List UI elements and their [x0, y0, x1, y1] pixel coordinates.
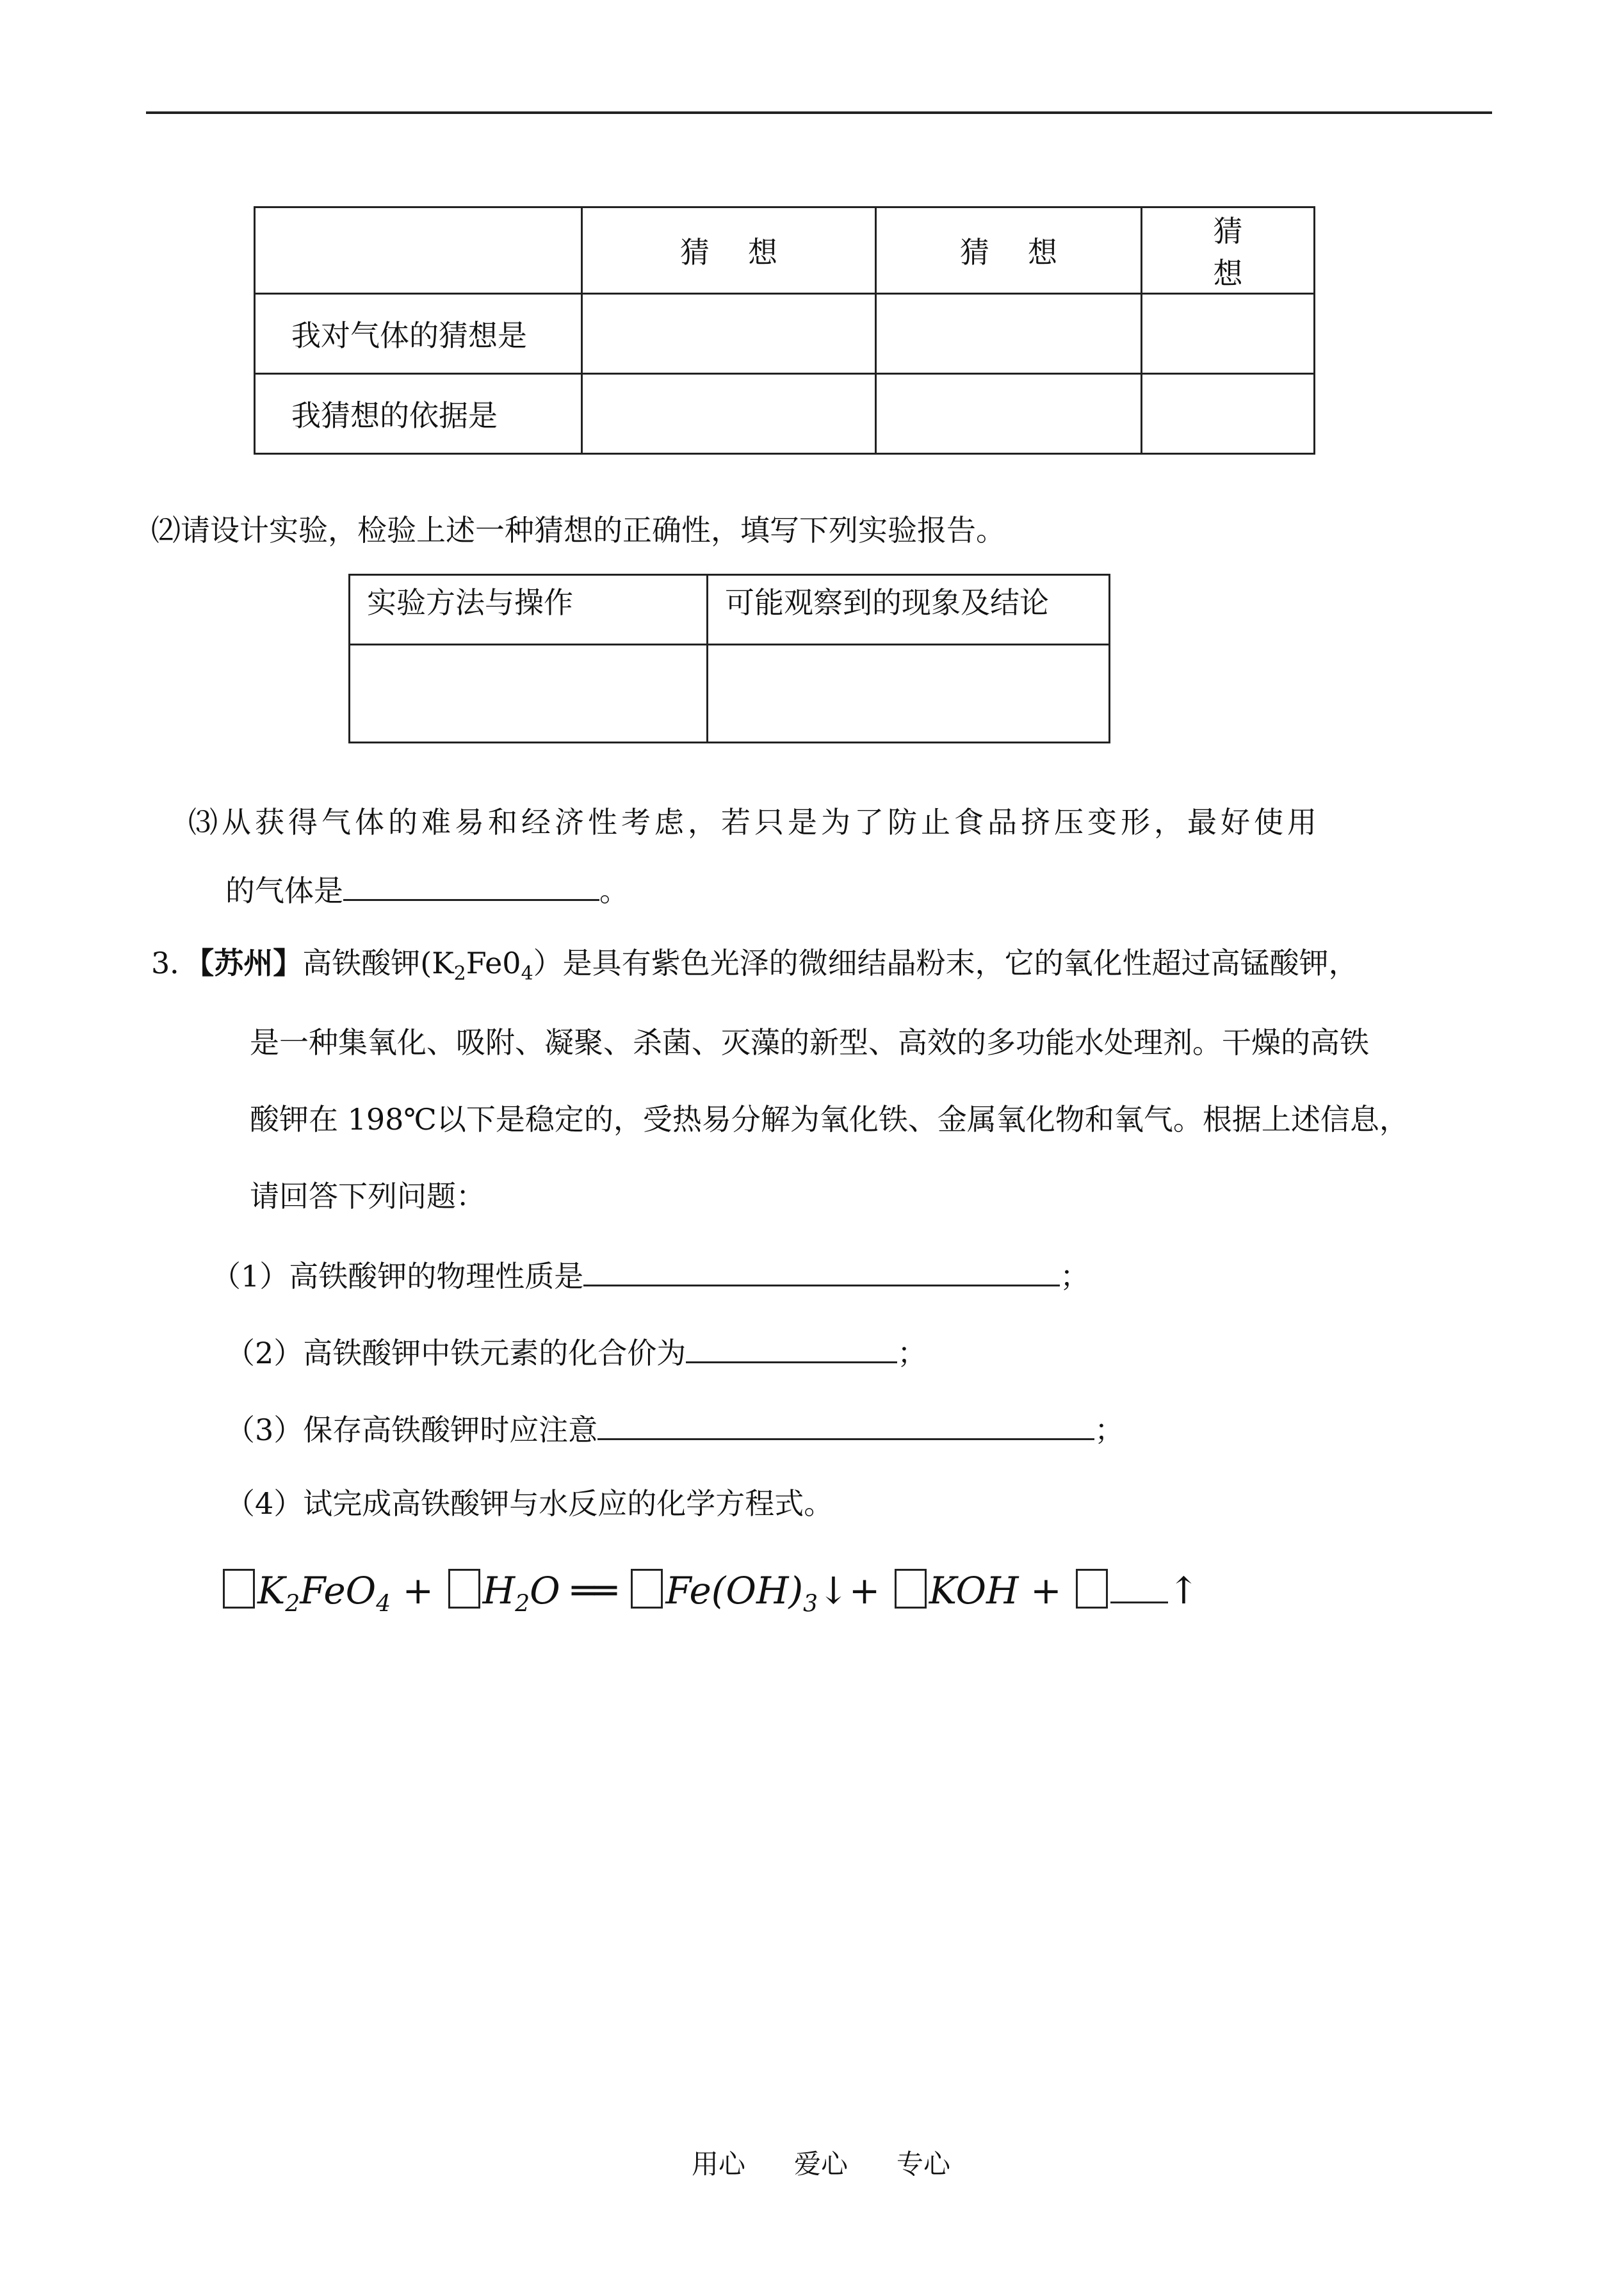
sub-question-1: [211, 1254, 1089, 1295]
coefficient-box[interactable]: [223, 1569, 255, 1609]
problem-source: 【苏州】: [199, 946, 303, 980]
equals-sign: ══: [572, 1569, 617, 1612]
answer-cell[interactable]: [1142, 374, 1315, 454]
formula-text: K: [257, 1569, 286, 1612]
punctuation: ；: [1094, 1413, 1125, 1447]
table-header-cell: 实验方法与操作: [350, 575, 708, 645]
coefficient-box[interactable]: [895, 1569, 927, 1609]
plus-sign: +: [402, 1569, 434, 1612]
problem-text: 高铁酸钾(K: [302, 946, 454, 980]
footer-text: 用心: [692, 2148, 746, 2180]
footer-text: 专心: [897, 2148, 951, 2180]
question-3-line2: [225, 868, 629, 910]
formula-text: FeO: [300, 1569, 377, 1612]
coefficient-box[interactable]: [631, 1569, 663, 1609]
question-3-prefix: 的气体是: [225, 873, 343, 908]
table-row: [255, 207, 1315, 294]
answer-cell[interactable]: [582, 294, 876, 374]
up-arrow-icon: ↑: [1168, 1569, 1199, 1612]
table-header-cell: 猜想: [582, 207, 876, 294]
punctuation: ；: [1060, 1259, 1090, 1293]
table-header-cell: 猜想: [1142, 207, 1315, 294]
down-arrow-icon: ↓: [818, 1569, 849, 1612]
table-row: [255, 374, 1315, 454]
formula-text: O: [530, 1569, 560, 1612]
guess-table: [254, 206, 1315, 455]
chemical-equation: [220, 1565, 1199, 1630]
row-label: 我对气体的猜想是: [255, 294, 582, 374]
answer-cell[interactable]: [708, 645, 1110, 743]
answer-cell[interactable]: [876, 294, 1142, 374]
table-header-cell: 可能观察到的现象及结论: [708, 575, 1110, 645]
answer-cell[interactable]: [876, 374, 1142, 454]
sub-question-text: （2）高铁酸钾中铁元素的化合价为: [225, 1336, 686, 1370]
formula-text: H: [482, 1569, 516, 1612]
row-label: 我猜想的依据是: [255, 374, 582, 454]
sub-question-4: （4）试完成高铁酸钾与水反应的化学方程式。: [225, 1486, 834, 1521]
problem-3-line3: 酸钾在 198℃以下是稳定的，受热易分解为氧化铁、金属氧化物和氧气。根据上述信息，: [250, 1102, 1409, 1137]
problem-text: Fe0: [466, 946, 521, 980]
subscript: 4: [376, 1591, 391, 1618]
sub-question-text: （3）保存高铁酸钾时应注意: [225, 1413, 598, 1447]
sub-question-3: [225, 1407, 1124, 1449]
sub-question-2: [225, 1331, 927, 1372]
subscript: 3: [803, 1591, 818, 1618]
problem-text: ）是具有紫色光泽的微细结晶粉末，它的氧化性超过高锰酸钾，: [533, 946, 1358, 980]
answer-blank[interactable]: [686, 1331, 897, 1363]
subscript: 2: [285, 1591, 300, 1618]
punctuation: ；: [897, 1336, 927, 1370]
formula-text: KOH: [929, 1569, 1019, 1612]
answer-cell[interactable]: [350, 645, 708, 743]
table-row: [350, 575, 1110, 645]
page-footer: [667, 2146, 975, 2182]
question-3-line1: ⑶从获得气体的难易和经济性考虑，若只是为了防止食品挤压变形，最好使用: [188, 805, 1320, 839]
subscript: 4: [521, 962, 533, 985]
problem-3-line2: 是一种集氧化、吸附、凝聚、杀菌、灭藻的新型、高效的多功能水处理剂。干燥的高铁: [250, 1025, 1369, 1060]
table-row: [255, 294, 1315, 374]
sub-question-text: （1）高铁酸钾的物理性质是: [211, 1259, 584, 1293]
table-header-cell: 猜想: [876, 207, 1142, 294]
footer-text: 爱心: [794, 2148, 849, 2180]
problem-number: 3．: [151, 946, 200, 980]
formula-text: (OH): [711, 1569, 804, 1612]
plus-sign: +: [1030, 1569, 1062, 1612]
experiment-table: [348, 574, 1110, 743]
answer-blank[interactable]: [343, 868, 599, 901]
product-blank[interactable]: [1110, 1569, 1168, 1603]
plus-sign: +: [849, 1569, 881, 1612]
answer-blank[interactable]: [583, 1254, 1060, 1286]
answer-cell[interactable]: [582, 374, 876, 454]
answer-blank[interactable]: [597, 1407, 1094, 1440]
table-row: [350, 645, 1110, 743]
coefficient-box[interactable]: [1076, 1569, 1108, 1609]
problem-3-line1: [151, 944, 1358, 993]
question-3-suffix: 。: [599, 873, 629, 908]
formula-text: Fe: [665, 1569, 711, 1612]
answer-cell[interactable]: [1142, 294, 1315, 374]
table-header-cell: [255, 207, 582, 294]
subscript: 2: [453, 962, 466, 985]
problem-3-line4: 请回答下列问题：: [250, 1179, 485, 1213]
subscript: 2: [515, 1591, 530, 1618]
coefficient-box[interactable]: [448, 1569, 480, 1609]
header-rule: [146, 111, 1492, 114]
question-2-text: ⑵请设计实验，检验上述一种猜想的正确性，填写下列实验报告。: [151, 513, 1005, 547]
